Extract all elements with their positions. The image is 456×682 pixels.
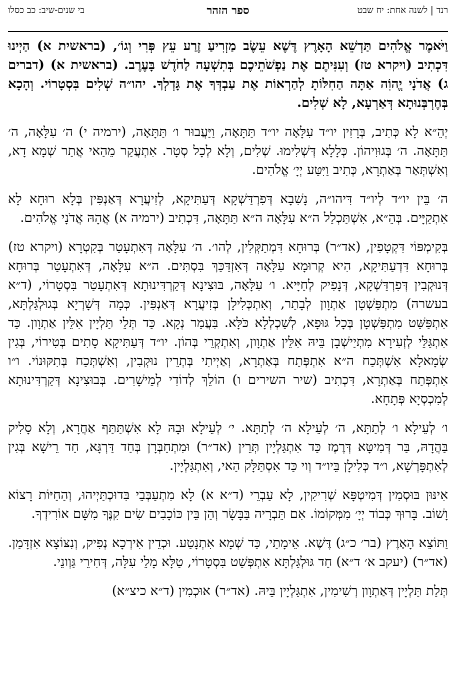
paragraph-6: אִינּוּן בּוּסְמִין דְּמִיטְפָּא שְׁרִיקִין, לָא עַבְרֵי (ד״א א) לָא מִתְעַבְּבֵי בִּדוּכְתַּיְיהוּ, וְהַחַיּוֹת רָצוֹא וָשׁוֹב. בָּרוּךְ כְּבוֹד יְיָ׳ מִמְּקוֹמוֹ. אִם תֵּבְרָיה בַּבָּשָׂר וְהַן בֵּין כּוֹכָבִים שִׂים קִנֶּךָ מִשָּׁם אוֹרִידְךָ. bbox=[8, 488, 448, 522]
header-right: רנד | לשנה אחת: יח שבט bbox=[357, 6, 448, 16]
header-rule bbox=[8, 31, 448, 32]
paragraph-8: תְּלַת תַּלְיָין דְּאַתְוָון רְשִׁימִין, אִתְגַּלְיָין בֵּיהּ. (אד״ר) אוּכְמִין (ד״א כיצ״א) bbox=[111, 584, 448, 599]
book-title: ספר הזהר bbox=[206, 4, 250, 17]
paragraph-2: יְהֵ״א לָא כְּתִיב, בְּרָזִין יו״ד עִלָּאָה יו״ד תַּתָּאָה, וַיַּעֲבוּר ו׳ תַּתָּאָה, (ירמיה י) ה׳ עִלָּאָה, ה׳ תַּתָּאָה. ה׳ בְּגוּוִיהוֹן. כְּלָלָא דְּשְׁלִימוּ. שְׁלִים, וְלָא לְכָל סְטָר. אִתְעֲקַר מֵהַאי אֲתַר שְׁמָא דָא, וְאִשְׁתְּאַר בְּאַתְרָא, כְּתִיב וַיִּטַּע יְיָ׳ אֱלֹהִים. bbox=[8, 125, 448, 178]
paragraph-5: ו׳ לְעֵילָא ו׳ לְתַתָּא, ה׳ לְעֵילָא ה׳ לְתַתָּא. י׳ לְעֵילָא וּבָהּ לָא אִשְׁתַּתַּף אַחֲרָא, וְלָא סָלִיק בַּהֲדָהּ, בַּר דְּמִיטָּא דְּרֶמֶז כַּד אִתְגַּלְיָין תְּרֵין (אד״ר) וּמִתְחַבְּרָן בְּחַד דַּרְגָּא, חַד רֵישָׁא בְּגִין לְאִתְפָּרְשָׁא, ו״ד כְּלִילָן בֵּיו״ד וְוי כַּד אִסְתַּלָּק הַאי, וְאִתְגַּלְיָין. bbox=[8, 421, 448, 474]
page-header bbox=[8, 6, 448, 28]
header-left: בי שנים-שיב: כב כסלו bbox=[8, 6, 85, 16]
paragraph-3: ה׳ בֵּין יו״ד לְיו״ד דִּיהו״ה, נָשִׁבָא דְּפִרְדַּשְׁקָא דְּעַתִּיקָא, לְזִיעֲרָא דְּאַנְפִּין בְּלָא רוּחָא לָא אִתְקַיָּים. בְּהֵ״א, אִשְׁתַּכְלַל ה״א עִלָּאָה ה״א תַּתָּאָה, דִּכְתִיב (ירמיה א) אֲהָהּ אֲדֹנָי אֱלֹהִים. bbox=[8, 192, 448, 226]
paragraph-4: בְּקִימְפּוֹי דִּקְטָפִין, (אד״ר) בְּרוּחָא דִּמְתַקְּלִין, לְהו׳. ה׳ עִלָּאָה דְּאִתְעָטַר בְּקִטְרָא (ויקרא טז) בְּרוּחָא דִּדְעַתִּיקָא, הִיא קְרוּמָא עִלָּאָה דְּאִזְדַּכַּךְ בִּסְתִּים. ה״א עִלָּאָה, דְּאִתְעָטַר בְּרוּחָא דְּנוּקְבִין דְּפִרְדַּשְׁקָא, דְּנָפִיק לְחַיָּיא. ו׳ עִלָּאָה, בּוּצִינָא דְּקַרְדִּינוּתָא דְּאִתְעָטַר בִּסְטָרוֹי, (ד״א בעשרה) מִתְפַּשְׁטָן אַתְוָון לְבָתַר, וְאִתְכְּלִילָן בְּזִיעֲרָא דְּאַנְפִּין. כְּמָה דְּשָׁרְיָא בְּגוּלְגַּלְתָּא, אִתְפַּשַּׁט מִתְפַּשְׁטָן בְּכָל גּוּפָא, לְשַׁכְלְלָא כֹּלָּא. בִּעֲמַר נְקָא. כַּד תְּלֵי תַּלְיָין אִלֵּין אַתְוָון. כַּד אִתְגַּלֵּי לְזְעִירָא מִתְיַישְׁבָן בֵּיהּ אִלֵּין אַתְוָון, וְאִתְקְרֵי בְּהוֹן. יו״ד דְּעַתִּיקָא סָתִים בְּטִירוֹי, בְּגִין שְׂמָאלָא אִשְׁתְּכַח ה״א אִתְפְּתַח בְּאַתְרָא, וְאַיְיתִי בְּתְרֵין נוּקְבִין, וְאִשְׁתְּכַח בְּתִקּוּנוֹי. ו״ו אִתְפְּתַח בְּאַתְרָא, דִּכְתִיב (שיר השירים ו) הוֹלֵךְ לְדוֹדִי לְמֵישָׁרִים. בְּבוּצִינָא דְּקַרְדִּינוּתָא לְמִכְסְיָא פְּתָחָא. bbox=[8, 240, 448, 407]
paragraph-7: וַתּוֹצֵא הָאָרֶץ (בר׳ כ״ג) דֶּשֶׁא. אֵימָתַי, כַּד שְׁמָא אִתְנָטַע. וּכְדֵין אִירְכָא נְפִיק, וְנִצּוֹצָא אִזְדָּמַן. (אד״ר) (יעקב א׳ ד״א) חַד גּוּלְגַּלְתָּא אִתְפְּשַׁט בִּסְטָרוֹי, טַלָּא מָלֵי עִלָּה, דְּחִירֵי גַּוְונֵי. bbox=[8, 536, 448, 570]
paragraph-1: וַיֹּאמֶר אֱלֹהִים תַּדְשֵׁא הָאָרֶץ דֶּשֶׁא עֵשֶׂב מַזְרִיעַ זֶרַע עֵץ פְּרִי וְגוֹ׳, (בראשית א) הַיְינוּ דִּכְתִיב (ויקרא טז) וְעִנִּיתֶם אֶת נַפְשֹׁתֵיכֶם בְּתִשְׁעָה לַחֹדֶשׁ בָּעֶרֶב. (בראשית א) (דברים ג) אֲדֹנָי יֱהוִֹה אַתָּה הַחִלּוֹתָ לְהַרְאוֹת אֶת עַבְדְּךָ אֶת גָּדְלְךָ. יהו״ה שְׁלִים בִּסְטָרוֹי. וְהָכָא בְּחֶרְבְּנוּתָא דְּאַרְעָא, לָא שְׁלִים. bbox=[8, 39, 448, 111]
document-text bbox=[8, 37, 448, 601]
